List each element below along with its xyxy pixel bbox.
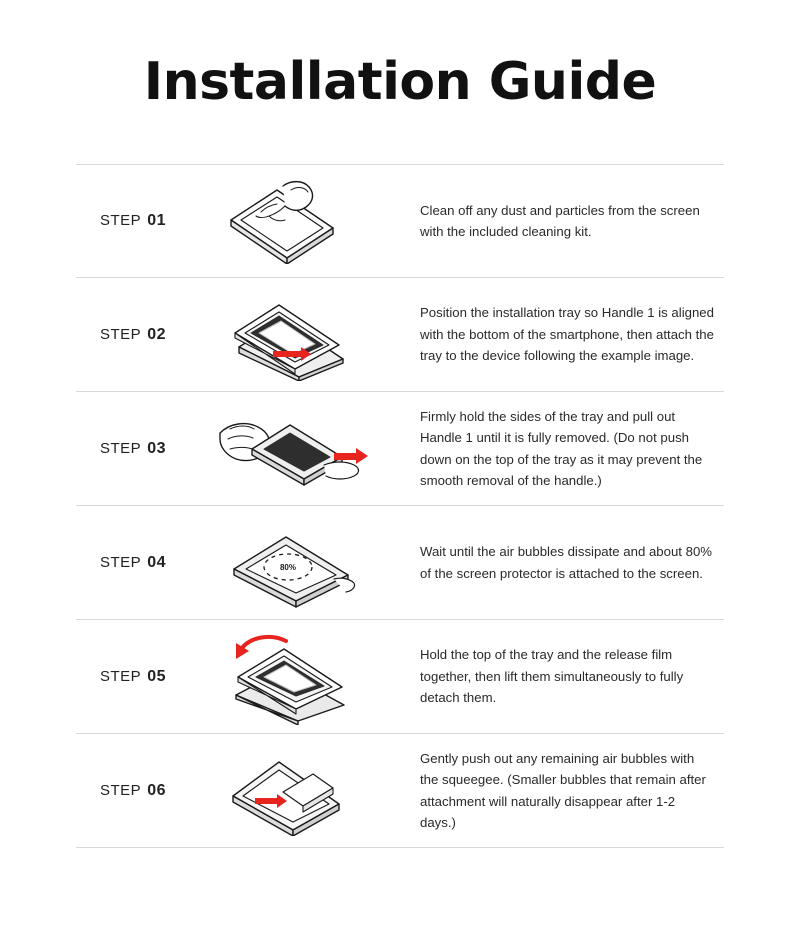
step-label-01 xyxy=(76,212,196,230)
step-row xyxy=(76,165,724,278)
step-number: 05 xyxy=(147,667,166,685)
hand-wiping-phone-screen-icon xyxy=(221,178,371,264)
step-text-01 xyxy=(396,200,724,243)
step-text-06 xyxy=(396,748,724,834)
bubble-percent-label: 80% xyxy=(279,562,297,572)
step-number: 06 xyxy=(147,781,166,799)
air-bubbles-dissipating-80-percent-icon xyxy=(216,517,376,609)
step-word: STEP xyxy=(100,667,142,685)
step-text-02 xyxy=(396,302,724,366)
step-word: STEP xyxy=(100,553,142,571)
step-word: STEP xyxy=(100,212,142,229)
step-label-02 xyxy=(76,326,196,344)
step-number: 02 xyxy=(147,325,166,343)
step-row xyxy=(76,620,724,734)
step-text-04 xyxy=(396,541,724,584)
step-number: 03 xyxy=(147,439,166,457)
step-label-04 xyxy=(76,554,196,572)
step-description: Hold the top of the tray and the release film together, then lift them simultaneously to fully detach them. xyxy=(420,647,684,706)
step-description: Position the installation tray so Handle 1 is aligned with the bottom of the smartphone, then attach the tray to the device following the example image. xyxy=(420,305,714,364)
step-label-06 xyxy=(76,782,196,800)
hand-pulling-handle-one-icon xyxy=(216,403,376,495)
step-word: STEP xyxy=(100,439,142,457)
step-label-05 xyxy=(76,668,196,686)
step-number: 01 xyxy=(147,212,166,229)
step-figure-03 xyxy=(196,403,396,495)
step-description: Firmly hold the sides of the tray and pull out Handle 1 until it is fully removed. (Do not push down on the top of the tray as it may prevent the smooth removal of the handle.) xyxy=(420,408,703,488)
step-row xyxy=(76,506,724,620)
step-label-03 xyxy=(76,440,196,458)
step-description: Clean off any dust and particles from the screen with the included cleaning kit. xyxy=(420,202,700,239)
step-description: Gently push out any remaining air bubbles with the squeegee. (Smaller bubbles that remain after attachment will naturally disappear after 1-2 days.) xyxy=(420,750,706,830)
step-row xyxy=(76,278,724,392)
step-figure-05 xyxy=(196,629,396,725)
step-figure-02 xyxy=(196,289,396,381)
step-row xyxy=(76,392,724,506)
step-figure-04 xyxy=(196,517,396,609)
step-row xyxy=(76,734,724,848)
lift-tray-and-release-film-icon xyxy=(216,629,376,725)
page-title: Installation Guide xyxy=(143,52,657,112)
step-description: Wait until the air bubbles dissipate and about 80% of the screen protector is attached to the screen. xyxy=(420,544,713,581)
step-word: STEP xyxy=(100,325,142,343)
step-text-03 xyxy=(396,406,724,492)
step-figure-01 xyxy=(196,178,396,264)
step-text-05 xyxy=(396,644,724,708)
step-number: 04 xyxy=(147,553,166,571)
steps-list xyxy=(76,164,724,848)
installation-tray-aligned-with-phone-icon xyxy=(221,289,371,381)
step-figure-06 xyxy=(196,746,396,836)
squeegee-pushing-bubbles-icon xyxy=(221,746,371,836)
step-word: STEP xyxy=(100,781,142,799)
